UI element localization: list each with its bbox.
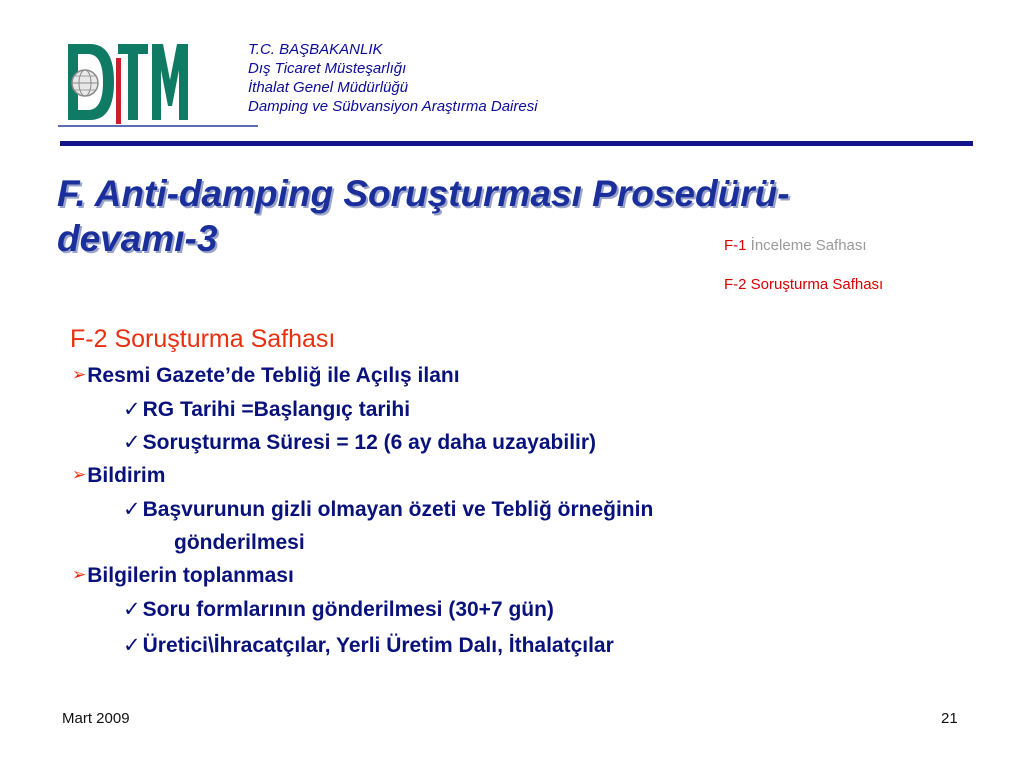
sub-bullet-text: Üretici\İhracatçılar, Yerli Üretim Dalı, İthalatçılar xyxy=(142,634,614,657)
sub-bullet-text: Soruşturma Süresi = 12 (6 ay daha uzayabilir) xyxy=(142,431,597,454)
slide-title-line-1: F. Anti-damping Soruşturması Prosedürü- xyxy=(57,173,790,214)
checkmark-icon: ✓ xyxy=(123,498,141,521)
org-line-2: Dış Ticaret Müsteşarlığı xyxy=(248,60,407,77)
sub-bullet-item xyxy=(70,593,990,626)
section-title: F-2 Soruşturma Safhası xyxy=(70,325,336,353)
bullet-text: Bildirim xyxy=(87,464,166,487)
arrow-bullet-icon: ➢ xyxy=(72,465,87,484)
dtm-logo xyxy=(66,40,190,124)
footer-date: Mart 2009 xyxy=(62,710,130,727)
bullet-text: Resmi Gazete’de Tebliğ ile Açılış ilanı xyxy=(87,364,460,387)
bullet-item xyxy=(70,459,990,493)
globe-icon xyxy=(72,70,98,96)
checkmark-icon: ✓ xyxy=(123,398,141,421)
header-divider xyxy=(60,141,973,146)
page-number: 21 xyxy=(941,710,958,727)
phase-indicator-f1 xyxy=(724,236,867,256)
dtm-logo-graphic xyxy=(66,40,190,124)
phase-f1-label: İnceleme Safhası xyxy=(750,237,867,254)
arrow-bullet-icon: ➢ xyxy=(72,365,87,384)
org-line-3: İthalat Genel Müdürlüğü xyxy=(248,79,409,96)
sub-bullet-item xyxy=(70,393,990,426)
org-line-1: T.C. BAŞBAKANLIK xyxy=(248,41,383,58)
arrow-bullet-icon: ➢ xyxy=(72,565,87,584)
sub-bullet-item xyxy=(70,426,990,459)
sub-bullet-text: RG Tarihi =Başlangıç tarihi xyxy=(142,398,411,421)
checkmark-icon: ✓ xyxy=(123,598,141,621)
logo-underline xyxy=(58,125,258,127)
sub-bullet-continuation: gönderilmesi xyxy=(174,531,305,554)
checkmark-icon: ✓ xyxy=(123,431,141,454)
logo-letter-m xyxy=(152,44,188,120)
organization-header xyxy=(248,40,538,116)
slide-content xyxy=(70,323,990,662)
org-line-4: Damping ve Sübvansiyon Araştırma Dairesi xyxy=(248,98,538,115)
sub-bullet-item xyxy=(70,629,990,662)
bullet-text: Bilgilerin toplanması xyxy=(87,564,294,587)
phase-indicator-f2: F-2 Soruşturma Safhası xyxy=(724,276,884,293)
sub-bullet-text: Soru formlarının gönderilmesi (30+7 gün) xyxy=(142,598,554,621)
logo-red-stripe xyxy=(116,58,121,124)
sub-bullet-item xyxy=(70,493,990,526)
slide-title-line-2: devamı-3 xyxy=(57,218,218,259)
sub-bullet-text: Başvurunun gizli olmayan özeti ve Tebliğ örneğinin xyxy=(142,498,654,521)
bullet-item xyxy=(70,559,990,593)
logo-letter-t xyxy=(118,44,148,120)
checkmark-icon: ✓ xyxy=(123,634,141,657)
bullet-item xyxy=(70,359,990,393)
phase-f1-code: F-1 xyxy=(724,237,747,254)
